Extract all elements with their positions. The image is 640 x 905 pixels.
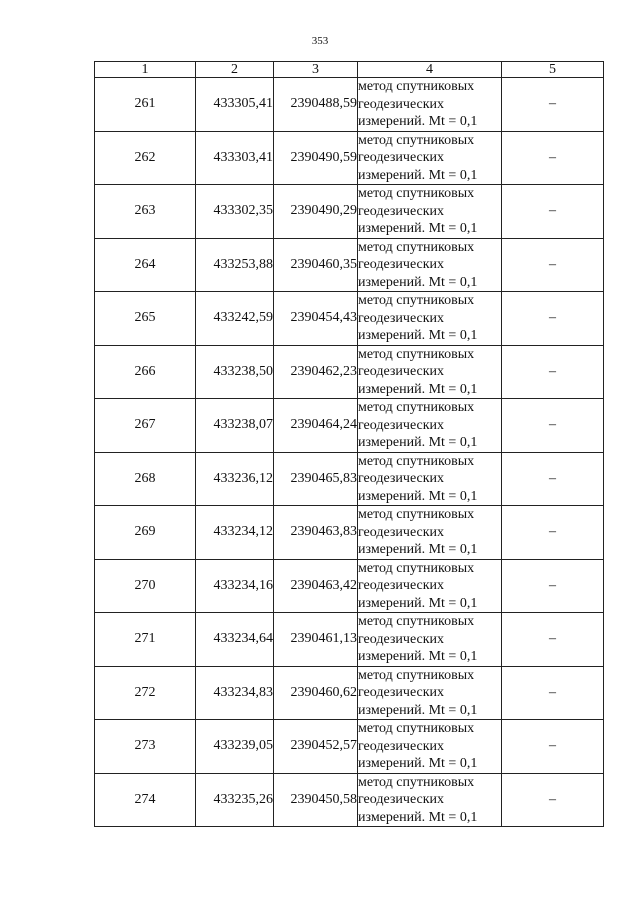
method-cell — [358, 559, 502, 613]
method-line: геодезических — [358, 150, 445, 165]
table-row — [95, 131, 604, 185]
method-line: измерений. Mt = 0,1 — [358, 221, 478, 236]
point-number-cell: 267 — [95, 399, 196, 453]
point-number-cell: 264 — [95, 238, 196, 292]
method-line: измерений. Mt = 0,1 — [358, 542, 478, 557]
table-row — [95, 345, 604, 399]
table-row — [95, 506, 604, 560]
method-line: геодезических — [358, 471, 445, 486]
method-line: геодезических — [358, 685, 445, 700]
method-line: геодезических — [358, 578, 445, 593]
method-line: измерений. Mt = 0,1 — [358, 756, 478, 771]
x-coordinate-cell: 433302,35 — [196, 185, 274, 239]
method-line: геодезических — [358, 310, 445, 326]
point-number-cell: 265 — [95, 292, 196, 346]
table-row — [95, 666, 604, 720]
table-row — [95, 185, 604, 239]
method-line: геодезических — [358, 524, 445, 540]
method-cell — [358, 185, 502, 239]
method-line: измерений. Mt = 0,1 — [358, 702, 478, 718]
method-line: метод спутниковых — [358, 560, 475, 576]
point-number-cell: 262 — [95, 131, 196, 185]
note-cell: – — [502, 78, 604, 132]
note-cell: – — [502, 131, 604, 185]
note-cell: – — [502, 666, 604, 720]
x-coordinate-cell: 433234,83 — [196, 666, 274, 720]
header-row — [95, 62, 604, 78]
table-row — [95, 720, 604, 774]
y-coordinate-cell: 2390460,35 — [274, 238, 358, 292]
method-line: измерений. Mt = 0,1 — [358, 649, 478, 664]
note-cell: – — [502, 559, 604, 613]
method-line: метод спутниковых — [358, 721, 475, 736]
method-line: измерений. Mt = 0,1 — [358, 488, 478, 504]
y-coordinate-cell: 2390465,83 — [274, 452, 358, 506]
header-col-4: 4 — [358, 62, 502, 78]
method-line: метод спутниковых — [358, 132, 475, 148]
y-coordinate-cell: 2390460,62 — [274, 666, 358, 720]
x-coordinate-cell: 433234,12 — [196, 506, 274, 560]
method-line: метод спутниковых — [358, 239, 475, 255]
method-cell — [358, 613, 502, 667]
method-cell — [358, 345, 502, 399]
method-line: измерений. Mt = 0,1 — [358, 435, 478, 450]
x-coordinate-cell: 433238,50 — [196, 345, 274, 399]
method-line: измерений. Mt = 0,1 — [358, 809, 478, 825]
note-cell: – — [502, 613, 604, 667]
x-coordinate-cell: 433253,88 — [196, 238, 274, 292]
point-number-cell: 263 — [95, 185, 196, 239]
y-coordinate-cell: 2390490,29 — [274, 185, 358, 239]
point-number-cell: 270 — [95, 559, 196, 613]
page-number: 353 — [311, 35, 329, 47]
table-row — [95, 613, 604, 667]
x-coordinate-cell: 433236,12 — [196, 452, 274, 506]
header-col-5: 5 — [502, 62, 604, 78]
method-line: геодезических — [358, 364, 445, 379]
method-line: измерений. Mt = 0,1 — [358, 274, 478, 290]
note-cell: – — [502, 720, 604, 774]
method-cell — [358, 78, 502, 132]
method-line: геодезических — [358, 738, 445, 754]
header-col-2: 2 — [196, 62, 274, 78]
point-number-cell: 266 — [95, 345, 196, 399]
method-cell — [358, 506, 502, 560]
table-row — [95, 559, 604, 613]
y-coordinate-cell: 2390454,43 — [274, 292, 358, 346]
y-coordinate-cell: 2390490,59 — [274, 131, 358, 185]
method-line: метод спутниковых — [358, 614, 475, 629]
x-coordinate-cell: 433242,59 — [196, 292, 274, 346]
note-cell: – — [502, 506, 604, 560]
x-coordinate-cell: 433234,16 — [196, 559, 274, 613]
method-cell — [358, 720, 502, 774]
method-line: метод спутниковых — [358, 453, 475, 469]
y-coordinate-cell: 2390463,83 — [274, 506, 358, 560]
y-coordinate-cell: 2390462,23 — [274, 345, 358, 399]
point-number-cell: 273 — [95, 720, 196, 774]
point-number-cell: 271 — [95, 613, 196, 667]
method-cell — [358, 399, 502, 453]
table-row — [95, 78, 604, 132]
y-coordinate-cell: 2390461,13 — [274, 613, 358, 667]
method-line: метод спутниковых — [358, 400, 475, 415]
method-cell — [358, 666, 502, 720]
x-coordinate-cell: 433303,41 — [196, 131, 274, 185]
method-cell — [358, 238, 502, 292]
note-cell: – — [502, 238, 604, 292]
coordinates-table — [94, 61, 604, 827]
table-row — [95, 773, 604, 827]
method-cell — [358, 452, 502, 506]
point-number-cell: 269 — [95, 506, 196, 560]
table-row — [95, 292, 604, 346]
method-line: метод спутниковых — [358, 507, 475, 522]
note-cell: – — [502, 345, 604, 399]
method-line: измерений. Mt = 0,1 — [358, 595, 478, 611]
note-cell: – — [502, 399, 604, 453]
method-line: метод спутниковых — [358, 79, 475, 94]
table-row — [95, 452, 604, 506]
point-number-cell: 274 — [95, 773, 196, 827]
y-coordinate-cell: 2390452,57 — [274, 720, 358, 774]
point-number-cell: 261 — [95, 78, 196, 132]
method-line: геодезических — [358, 203, 445, 219]
y-coordinate-cell: 2390464,24 — [274, 399, 358, 453]
method-line: метод спутниковых — [358, 186, 475, 201]
note-cell: – — [502, 452, 604, 506]
note-cell: – — [502, 185, 604, 239]
method-cell — [358, 773, 502, 827]
point-number-cell: 268 — [95, 452, 196, 506]
method-line: геодезических — [358, 792, 445, 807]
method-line: метод спутниковых — [358, 774, 475, 790]
method-line: геодезических — [358, 96, 445, 112]
table-body — [95, 78, 604, 827]
method-line: геодезических — [358, 631, 445, 647]
method-line: геодезических — [358, 257, 445, 272]
note-cell: – — [502, 292, 604, 346]
method-line: измерений. Mt = 0,1 — [358, 114, 478, 129]
point-number-cell: 272 — [95, 666, 196, 720]
x-coordinate-cell: 433238,07 — [196, 399, 274, 453]
method-cell — [358, 292, 502, 346]
method-line: метод спутниковых — [358, 667, 475, 683]
table-row — [95, 399, 604, 453]
x-coordinate-cell: 433235,26 — [196, 773, 274, 827]
method-line: измерений. Mt = 0,1 — [358, 328, 478, 343]
header-col-3: 3 — [274, 62, 358, 78]
method-line: геодезических — [358, 417, 445, 433]
method-line: метод спутниковых — [358, 293, 475, 308]
x-coordinate-cell: 433305,41 — [196, 78, 274, 132]
table-header — [95, 62, 604, 78]
y-coordinate-cell: 2390463,42 — [274, 559, 358, 613]
header-col-1: 1 — [95, 62, 196, 78]
method-line: измерений. Mt = 0,1 — [358, 167, 478, 183]
x-coordinate-cell: 433239,05 — [196, 720, 274, 774]
method-cell — [358, 131, 502, 185]
table-row — [95, 238, 604, 292]
y-coordinate-cell: 2390488,59 — [274, 78, 358, 132]
x-coordinate-cell: 433234,64 — [196, 613, 274, 667]
note-cell: – — [502, 773, 604, 827]
method-line: измерений. Mt = 0,1 — [358, 381, 478, 397]
y-coordinate-cell: 2390450,58 — [274, 773, 358, 827]
method-line: метод спутниковых — [358, 346, 475, 362]
